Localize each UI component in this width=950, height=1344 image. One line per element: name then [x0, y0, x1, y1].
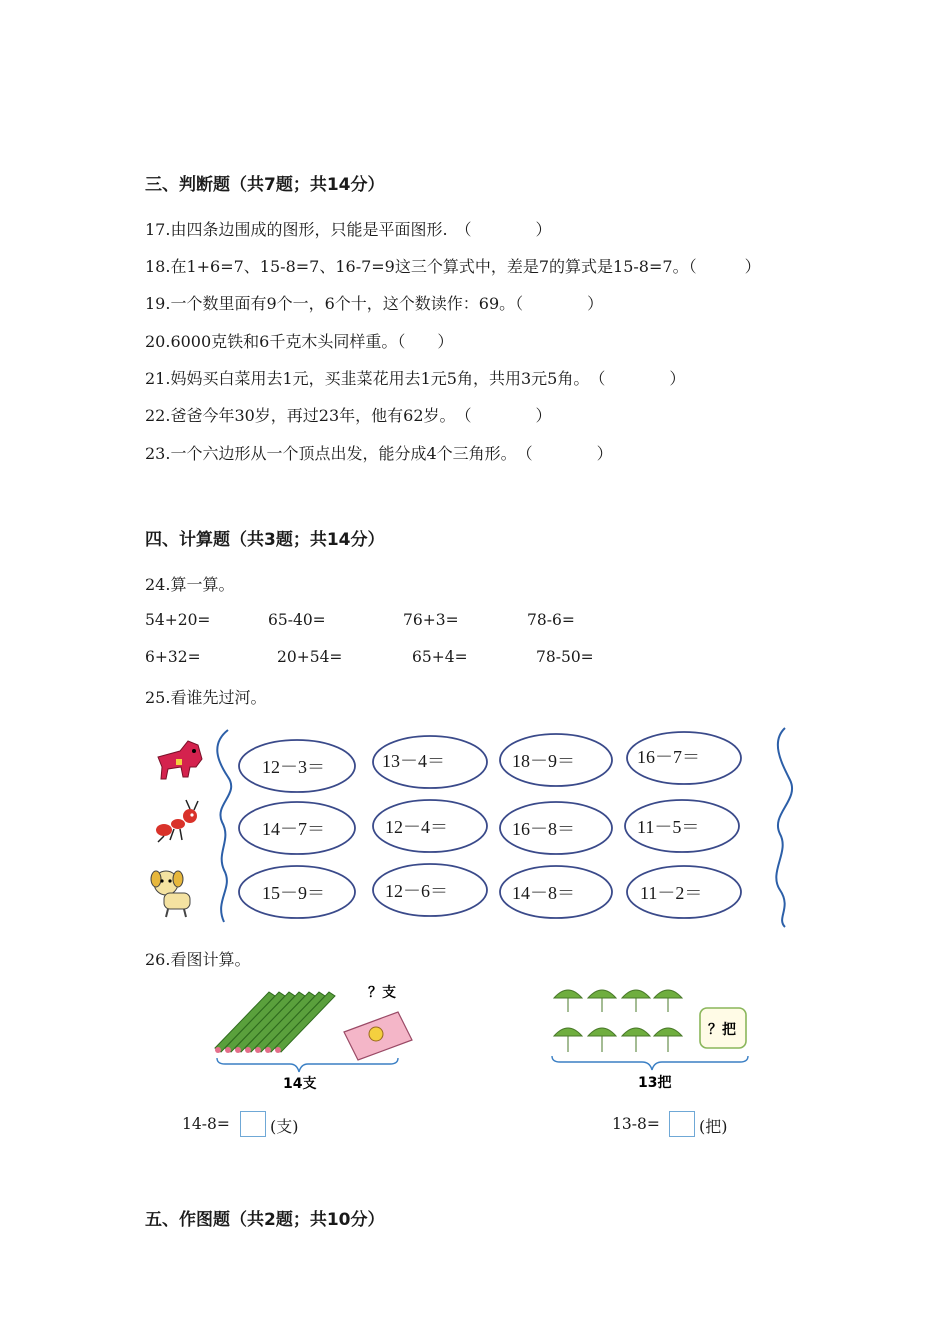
calc-item: 65+4=	[412, 648, 468, 666]
pencil-figure	[205, 980, 425, 1095]
red-dog-icon	[158, 741, 202, 779]
section-3-title: 三、判断题（共7题；共14分）	[145, 175, 385, 195]
total-label: 14支	[283, 1076, 317, 1092]
brace	[552, 1056, 748, 1070]
oval-text: 15－9＝	[262, 883, 325, 903]
river-crossing-figure	[140, 722, 800, 932]
oval-text: 14－8＝	[512, 883, 575, 903]
question-20: 20.6000克铁和6千克木头同样重。（ ）	[145, 332, 454, 351]
section-5-title: 五、作图题（共2题；共10分）	[145, 1210, 385, 1230]
question-23: 23.一个六边形从一个顶点出发，能分成4个三角形。 （ ）	[145, 444, 613, 463]
calc-item: 6+32=	[145, 648, 201, 666]
oval-text: 12－3＝	[262, 757, 325, 777]
puppy-icon	[151, 871, 190, 917]
oval-text: 11－2＝	[640, 883, 703, 903]
calc-item: 54+20=	[145, 611, 211, 629]
oval-text: 14－7＝	[262, 819, 325, 839]
brace	[217, 1058, 398, 1072]
calc-item: 78-50=	[536, 648, 594, 666]
umbrellas-icon	[554, 990, 682, 1052]
question-tag: ？把	[708, 1022, 736, 1038]
river-left-bank	[217, 730, 231, 922]
oval-text: 16－8＝	[512, 819, 575, 839]
calc-item: 20+54=	[277, 648, 343, 666]
question-19: 19.一个数里面有9个一，6个十，这个数读作：69。（ ）	[145, 294, 604, 313]
question-25-label: 25.看谁先过河。	[145, 688, 267, 707]
calc-item: 76+3=	[403, 611, 459, 629]
question-21: 21.妈妈买白菜用去1元，买韭菜花用去1元5角，共用3元5角。 （ ）	[145, 369, 686, 388]
oval-text: 12－6＝	[385, 881, 448, 901]
oval-text: 16－7＝	[637, 747, 700, 767]
pencil-case-icon	[344, 1012, 412, 1060]
unit-left: (支)	[270, 1117, 299, 1136]
oval-text: 13－4＝	[382, 751, 445, 771]
question-26-label: 26.看图计算。	[145, 950, 251, 969]
section-4-title: 四、计算题（共3题；共14分）	[145, 530, 385, 550]
ant-icon	[156, 800, 198, 842]
question-17: 17.由四条边围成的图形，只能是平面图形. （ ）	[145, 220, 552, 239]
question-18: 18.在1+6=7、15-8=7、16-7=9这三个算式中，差是7的算式是15-8=7。（ ）	[145, 257, 761, 276]
question-tag: ？支	[368, 985, 396, 1001]
question-24-label: 24.算一算。	[145, 575, 235, 594]
equation-left: 14-8=	[182, 1115, 230, 1133]
answer-box-right[interactable]	[669, 1111, 695, 1137]
oval-text: 12－4＝	[385, 817, 448, 837]
equation-right: 13-8=	[612, 1115, 660, 1133]
total-label: 13把	[638, 1075, 672, 1091]
calc-item: 65-40=	[268, 611, 326, 629]
unit-right: (把)	[699, 1117, 728, 1136]
answer-box-left[interactable]	[240, 1111, 266, 1137]
question-22: 22.爸爸今年30岁，再过23年，他有62岁。 （ ）	[145, 406, 552, 425]
pencil-bundle-icon	[215, 992, 335, 1053]
river-right-bank	[776, 728, 792, 927]
oval-text: 18－9＝	[512, 751, 575, 771]
oval-text: 11－5＝	[637, 817, 700, 837]
umbrella-figure	[548, 980, 758, 1095]
calc-item: 78-6=	[527, 611, 575, 629]
